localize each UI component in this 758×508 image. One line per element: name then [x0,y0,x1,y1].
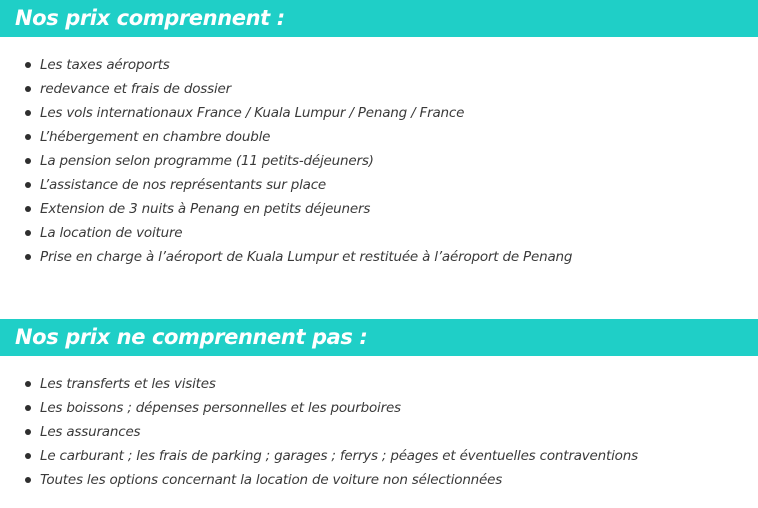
list-item-text: redevance et frais de dossier [40,81,231,97]
list-item-text: La location de voiture [40,225,183,241]
list-item [0,149,758,173]
bullet-dot-icon [25,254,31,260]
bullet-dot-icon [25,405,31,411]
bullet-dot-icon [25,206,31,212]
list-item [0,396,758,420]
list-item-text: Les transferts et les visites [40,376,216,392]
list-item-text: Les taxes aéroports [40,57,170,73]
list-item [0,173,758,197]
excluded-list [0,356,758,492]
list-item [0,221,758,245]
list-item-text: Les vols internationaux France / Kuala Lumpur / Penang / France [40,105,465,121]
bullet-dot-icon [25,453,31,459]
bullet-dot-icon [25,230,31,236]
list-item [0,101,758,125]
list-item-text: La pension selon programme (11 petits-déjeuners) [40,153,374,169]
bullet-dot-icon [25,110,31,116]
bullet-dot-icon [25,158,31,164]
list-item-text: Extension de 3 nuits à Penang en petits déjeuners [40,201,371,217]
bullet-dot-icon [25,182,31,188]
list-item-text: L’assistance de nos représentants sur place [40,177,327,193]
included-heading: Nos prix comprennent : [0,0,758,37]
bullet-dot-icon [25,86,31,92]
list-item [0,125,758,149]
bullet-dot-icon [25,134,31,140]
list-item [0,468,758,492]
list-item-text: Toutes les options concernant la location de voiture non sélectionnées [40,472,503,488]
excluded-heading: Nos prix ne comprennent pas : [0,319,758,356]
bullet-dot-icon [25,477,31,483]
list-item [0,77,758,101]
list-item-text: Les boissons ; dépenses personnelles et les pourboires [40,400,401,416]
list-item [0,245,758,269]
bullet-dot-icon [25,62,31,68]
list-item [0,444,758,468]
list-item [0,53,758,77]
list-item-text: Le carburant ; les frais de parking ; garages ; ferrys ; péages et éventuelles contraventions [40,448,638,464]
included-list [0,37,758,269]
list-item-text: Prise en charge à l’aéroport de Kuala Lumpur et restituée à l’aéroport de Penang [40,249,573,265]
list-item [0,197,758,221]
list-item-text: Les assurances [40,424,141,440]
list-item [0,372,758,396]
bullet-dot-icon [25,381,31,387]
list-item-text: L’hébergement en chambre double [40,129,271,145]
bullet-dot-icon [25,429,31,435]
excluded-section [0,319,758,492]
list-item [0,420,758,444]
